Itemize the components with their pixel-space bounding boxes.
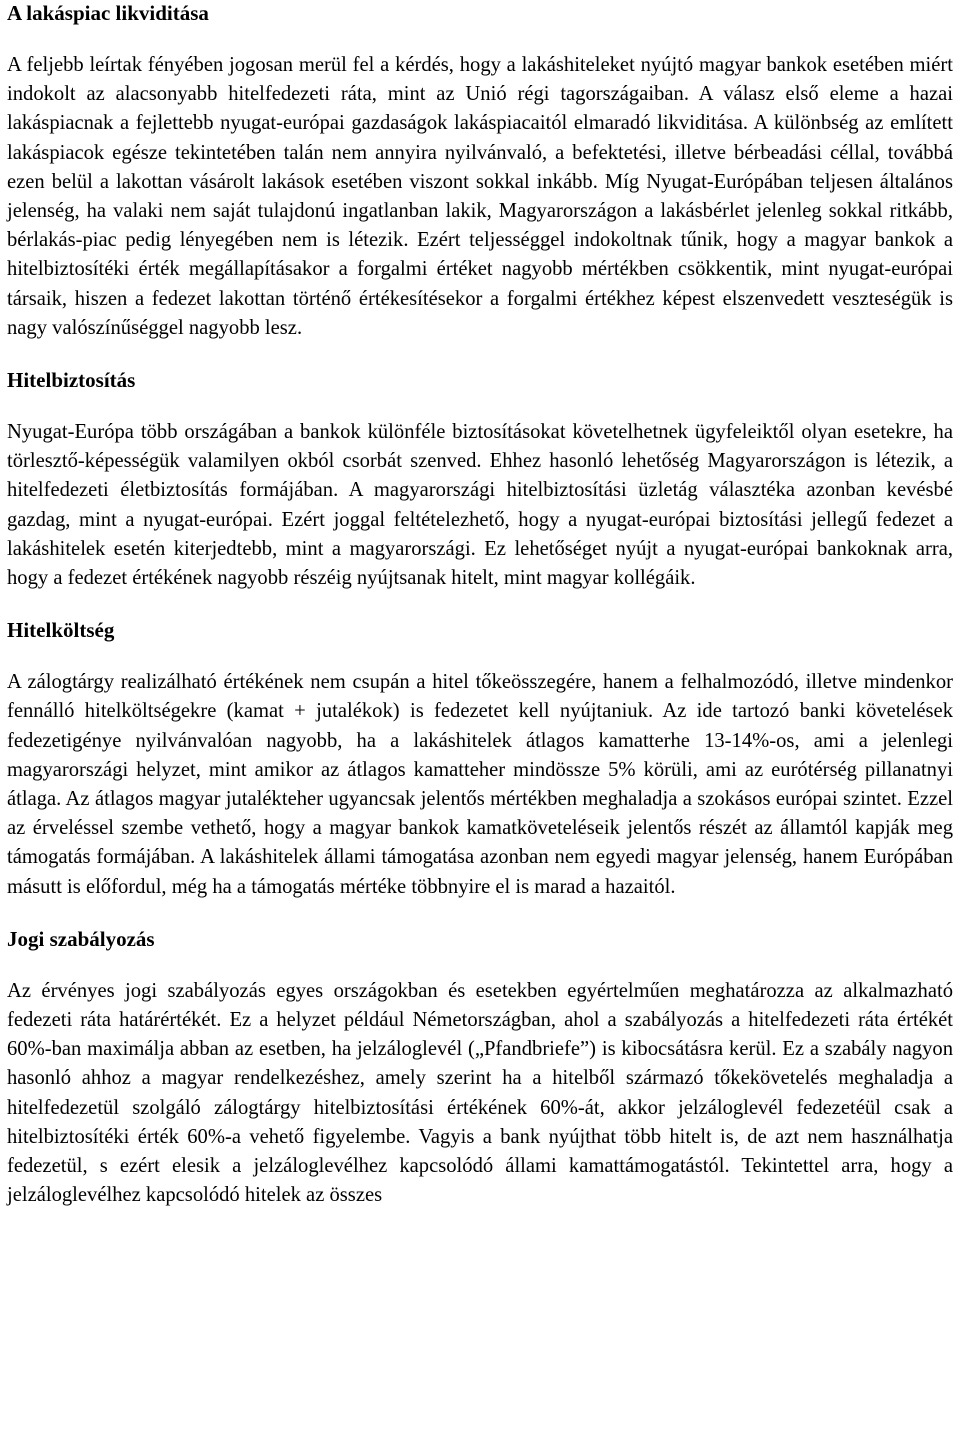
section-heading-likviditas: A lakáspiac likviditása [7, 1, 209, 25]
document-page [7, 0, 953, 1211]
section-heading-jogi-szabalyozas: Jogi szabályozás [7, 926, 155, 951]
section-paragraph-likviditas: A feljebb leírtak fényében jogosan merül fel a kérdés, hogy a lakáshiteleket nyújtó magyar bankok esetében miért indokolt az alacsonyabb hitelfedezeti ráta, mint az Unió régi tagországaiban. A válasz első eleme a hazai lakáspiacnak a fejlettebb nyugat-európai gazdaságok lakáspiacaitól elmaradó likviditása. A különbség az említett lakáspiacok egésze tekintetében talán nem annyira nyilvánvaló, a befektetési, illetve bérbeadási céllal, továbbá ezen belül a lakottan vásárolt lakások esetében viszont sokkal inkább. Míg Nyugat-Európában teljesen általános jelenség, ha valaki nem saját tulajdonú ingatlanban lakik, Magyarországon a lakásbérlet jelenleg sokkal ritkább, bérlakás-piac pedig lényegében nem is létezik. Ezért teljességgel indokoltnak tűnik, hogy a magyar bankok a hitelbiztosítéki érték megállapításakor a forgalmi értéket nagyobb mértékben csökkentik, mint nyugat-európai társaik, hiszen a fedezet lakottan történő értékesítésekor a forgalmi értékhez képest elszenvedett veszteségük is nagy valószínűséggel nagyobb lesz. [7, 54, 953, 339]
section-paragraph-hitelbiztositas: Nyugat-Európa több országában a bankok különféle biztosításokat követelhetnek ügyfeleiktől olyan esetekre, ha törlesztő-képességük valamilyen okból csorbát szenved. Ehhez hasonló lehetőség Magyarországon is létezik, a hitelfedezeti életbiztosítás formájában. A magyarországi hitelbiztosítási üzletág választéka azonban kevésbé gazdag, mint a nyugat-európai. Ezért joggal feltételezhető, hogy a nyugat-európai biztosítási jellegű fedezet a lakáshitelek esetén kiterjedtebb, mint a magyarországi. Ez lehetőséget nyújt a nyugat-európai bankoknak arra, hogy a fedezet értékének nagyobb részéig nyújtsanak hitelt, mint magyar kollégáik. [7, 421, 953, 590]
section-heading-hitelkoltseg: Hitelköltség [7, 618, 115, 643]
section-heading-hitelbiztositas: Hitelbiztosítás [7, 368, 136, 393]
section-paragraph-jogi-szabalyozas: Az érvényes jogi szabályozás egyes országokban és esetekben egyértelműen meghatározza az alkalmazható fedezeti ráta határértékét. Ez a helyzet például Németországban, ahol a szabályozás a hitelfedezeti ráta értékét 60%-ban maximálja abban az esetben, ha jelzáloglevél („Pfandbriefe”) is kibocsátásra kerül. Ez a szabály nagyon hasonló ahhoz a magyar rendelkezéshez, amely szerint ha a hitelből származó tőkekövetelés meghaladja a hitelfedezetül szolgáló zálogtárgy hitelbiztosítási értékének 60%-át, akkor jelzáloglevél fedezetéül csak a hitelbiztosítéki érték 60%-a vehető figyelembe. Vagyis a bank nyújthat több hitelt is, de azt nem használhatja fedezetül, s ezért elesik a jelzáloglevélhez kapcsolódó állami kamattámogatástól. Tekintettel arra, hogy a jelzáloglevélhez kapcsolódó hitelek az összes [7, 979, 953, 1207]
section-paragraph-hitelkoltseg: A zálogtárgy realizálható értékének nem csupán a hitel tőkeösszegére, hanem a felhalmozódó, illetve mindenkor fennálló hitelköltségekre (kamat + jutalékok) is fedezetet kell nyújtaniuk. Az ide tartozó banki követelések fedezetigénye nyilvánvalóan nagyobb, ha a lakáshitelek átlagos kamatterhe 13-14%-os, ami a jelenlegi magyarországi helyzet, mint amikor az átlagos kamatteher mindössze 5% körüli, ami az eurótérség pillanatnyi átlaga. Az átlagos magyar jutalékteher ugyancsak jelentős mértékben meghaladja a szokásos európai szintet. Ezzel az érveléssel szembe vethető, hogy a magyar bankok kamatköveteléseik jelentős részét az államtól kapják meg támogatás formájában. A lakáshitelek állami támogatása azonban nem egyedi magyar jelenség, hanem Európában másutt is előfordul, még ha a támogatás mértéke többnyire el is marad a hazaitól. [7, 671, 953, 898]
